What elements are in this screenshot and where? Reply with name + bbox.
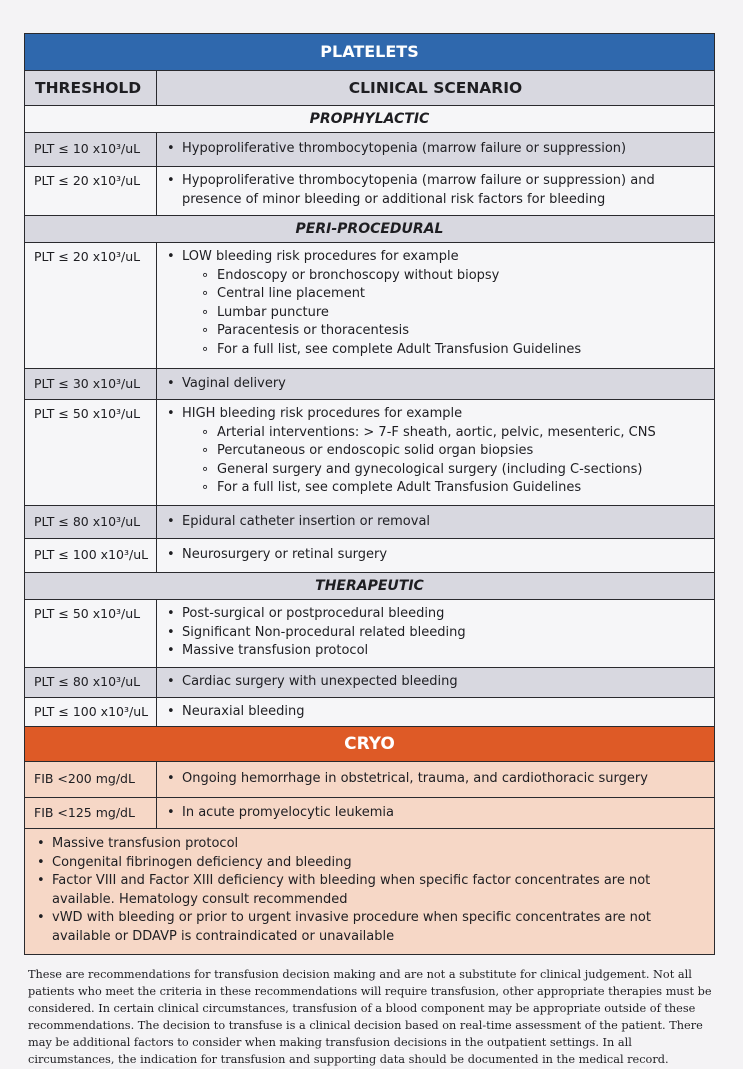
sub-list-item: ∘ Paracentesis or thoracentesis bbox=[199, 322, 706, 341]
scenario-cell bbox=[157, 539, 715, 573]
list-item: • Hypoproliferative thrombocytopenia (marrow failure or suppression) and presence of minor bleeding or additional risk factors for bleeding bbox=[165, 172, 706, 209]
threshold-cell: PLT ≤ 20 x10³/uL bbox=[25, 167, 157, 216]
sub-list-item: ∘ Percutaneous or endoscopic solid organ biopsies bbox=[199, 442, 706, 461]
scenario-cell bbox=[157, 698, 715, 727]
list-item: • Significant Non-procedural related bleeding bbox=[165, 624, 706, 643]
list-item: • vWD with bleeding or prior to urgent invasive procedure when specific concentrates are not available or DDAVP is contraindicated or unavailable bbox=[35, 909, 706, 946]
list-item: • Vaginal delivery bbox=[165, 375, 706, 394]
periprocedural-section-heading: PERI-PROCEDURAL bbox=[25, 216, 715, 243]
threshold-cell: PLT ≤ 50 x10³/uL bbox=[25, 600, 157, 668]
threshold-cell: PLT ≤ 50 x10³/uL bbox=[25, 400, 157, 506]
list-item: • Ongoing hemorrhage in obstetrical, trauma, and cardiothoracic surgery bbox=[165, 770, 706, 789]
scenario-cell bbox=[157, 668, 715, 698]
scenario-cell bbox=[157, 400, 715, 506]
scenario-cell bbox=[157, 243, 715, 369]
threshold-column-header: THRESHOLD bbox=[25, 71, 157, 106]
list-item: • Massive transfusion protocol bbox=[35, 835, 706, 854]
list-item: • Neuraxial bleeding bbox=[165, 703, 706, 722]
threshold-cell: FIB <125 mg/dL bbox=[25, 798, 157, 829]
scenario-cell bbox=[157, 369, 715, 400]
cryo-additional-indications bbox=[25, 829, 715, 955]
disclaimer-text: These are recommendations for transfusion decision making and are not a substitute for clinical judgement. Not all patients who meet the criteria in these recommendations will require transfusion, other appropriate therapies must be considered. In certain clinical circumstances, transfusion of a blood component may be appropriate outside of these recommendations. The decision to transfuse is a clinical decision based on real-time assessment of the patient. There may be additional factors to consider when making transfusion decisions in the outpatient settings. In all circumstances, the indication for transfusion and supporting data should be documented in the medical record. bbox=[28, 968, 712, 1066]
therapeutic-section-heading: THERAPEUTIC bbox=[25, 573, 715, 600]
sub-list-item: ∘ Lumbar puncture bbox=[199, 304, 706, 323]
sub-list-item: ∘ Endoscopy or bronchoscopy without biopsy bbox=[199, 267, 706, 286]
list-item-lead: HIGH bleeding risk procedures for example bbox=[182, 406, 463, 421]
list-item: • Congenital fibrinogen deficiency and bleeding bbox=[35, 854, 706, 873]
list-item: • Hypoproliferative thrombocytopenia (marrow failure or suppression) bbox=[165, 140, 706, 159]
list-item: • Neurosurgery or retinal surgery bbox=[165, 546, 706, 565]
sub-list-item: ∘ General surgery and gynecological surgery (including C-sections) bbox=[199, 461, 706, 480]
prophylactic-section-heading: PROPHYLACTIC bbox=[25, 106, 715, 133]
scenario-cell bbox=[157, 133, 715, 167]
threshold-cell: PLT ≤ 80 x10³/uL bbox=[25, 506, 157, 539]
list-item: • Cardiac surgery with unexpected bleeding bbox=[165, 673, 706, 692]
transfusion-guideline-card bbox=[24, 33, 714, 955]
scenario-cell bbox=[157, 167, 715, 216]
sub-list-item: ∘ For a full list, see complete Adult Transfusion Guidelines bbox=[199, 479, 706, 498]
list-item bbox=[165, 405, 706, 498]
threshold-cell: PLT ≤ 100 x10³/uL bbox=[25, 698, 157, 727]
threshold-cell: PLT ≤ 30 x10³/uL bbox=[25, 369, 157, 400]
cryo-title: CRYO bbox=[25, 727, 715, 762]
sub-list-item: ∘ For a full list, see complete Adult Transfusion Guidelines bbox=[199, 341, 706, 360]
list-item: • Massive transfusion protocol bbox=[165, 642, 706, 661]
threshold-cell: PLT ≤ 10 x10³/uL bbox=[25, 133, 157, 167]
transfusion-table bbox=[24, 33, 715, 955]
sub-list-item: ∘ Central line placement bbox=[199, 285, 706, 304]
list-item: • Factor VIII and Factor XIII deficiency with bleeding when specific factor concentrates are not available. Hematology consult recommended bbox=[35, 872, 706, 909]
list-item bbox=[165, 248, 706, 359]
platelets-title: PLATELETS bbox=[25, 34, 715, 71]
scenario-cell bbox=[157, 506, 715, 539]
threshold-cell: PLT ≤ 20 x10³/uL bbox=[25, 243, 157, 369]
scenario-cell bbox=[157, 798, 715, 829]
list-item: • Epidural catheter insertion or removal bbox=[165, 513, 706, 532]
clinical-scenario-column-header: CLINICAL SCENARIO bbox=[157, 71, 715, 106]
list-item: • In acute promyelocytic leukemia bbox=[165, 804, 706, 823]
sub-list-item: ∘ Arterial interventions: > 7-F sheath, aortic, pelvic, mesenteric, CNS bbox=[199, 424, 706, 443]
list-item: • Post-surgical or postprocedural bleeding bbox=[165, 605, 706, 624]
scenario-cell bbox=[157, 762, 715, 798]
threshold-cell: PLT ≤ 80 x10³/uL bbox=[25, 668, 157, 698]
threshold-cell: FIB <200 mg/dL bbox=[25, 762, 157, 798]
scenario-cell bbox=[157, 600, 715, 668]
list-item-lead: LOW bleeding risk procedures for example bbox=[182, 249, 459, 264]
threshold-cell: PLT ≤ 100 x10³/uL bbox=[25, 539, 157, 573]
